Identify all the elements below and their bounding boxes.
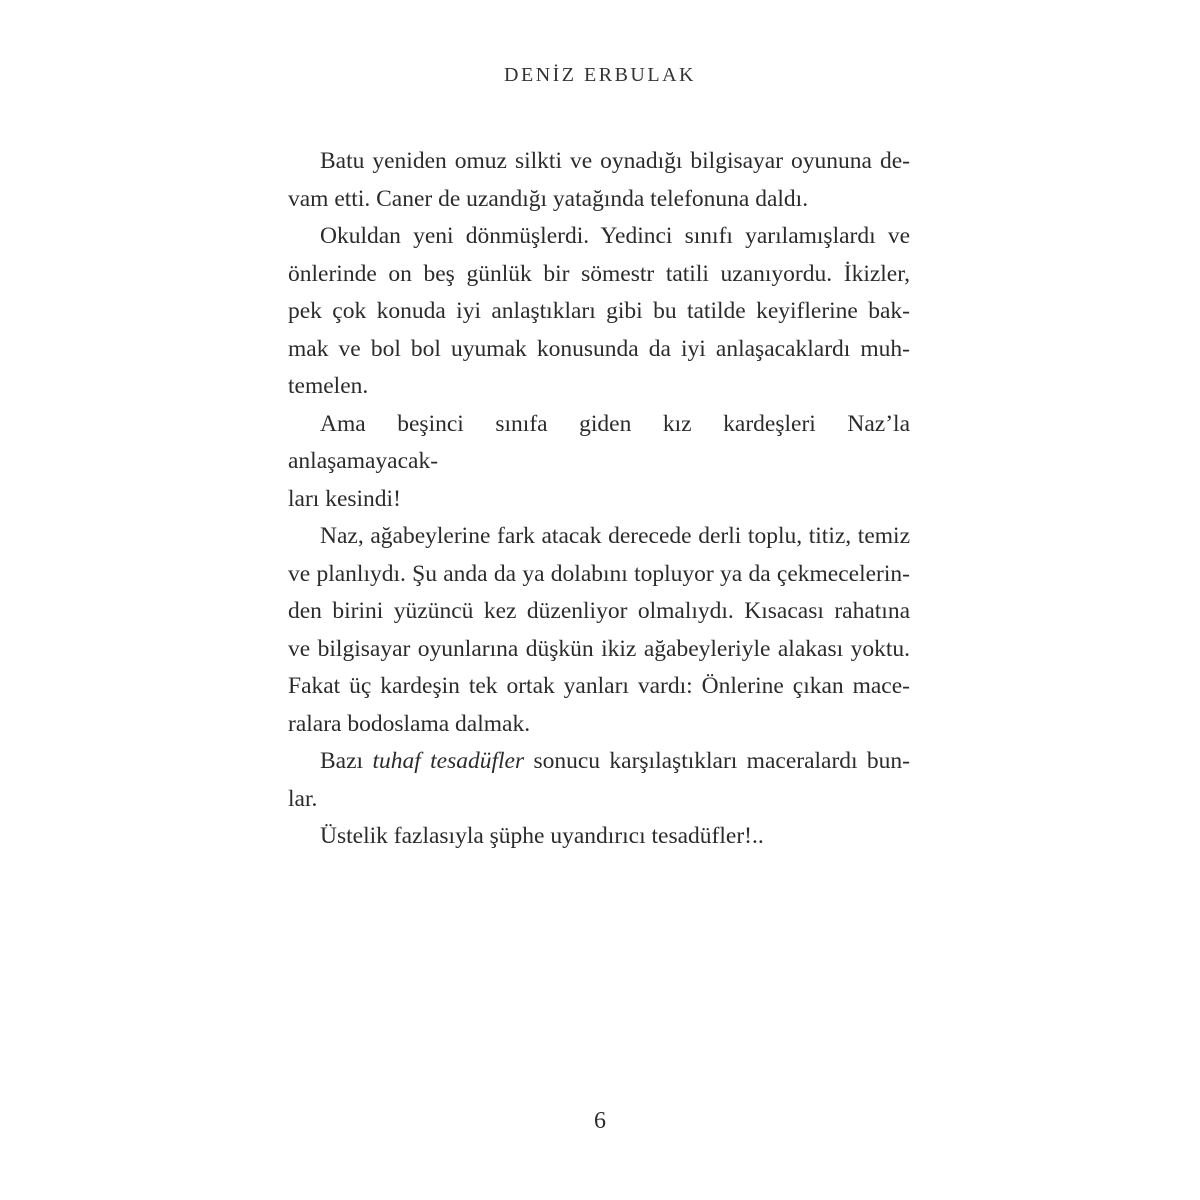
text-line: den birini yüzüncü kez düzenliyor olmalıydı. Kısacası rahatına [288,598,910,624]
text-line: ralara bodoslama dalmak. [288,710,531,737]
text-line: Okuldan yeni dönmüşlerdi. Yedinci sınıfı yarılamışlardı ve [320,223,910,249]
text-line: Batu yeniden omuz silkti ve oynadığı bilgisayar oyununa de- [320,148,910,174]
text-line: Bazı tuhaf tesadüfler sonucu karşılaştıkları maceralardı bun- [320,748,911,774]
text-line: lar. [288,785,318,812]
page-number: 6 [594,1108,606,1134]
text-line: ları kesindi! [288,485,401,512]
text-line: ve planlıydı. Şu anda da ya dolabını topluyor ya da çekmecelerin- [288,560,910,587]
text-line: vam etti. Caner de uzandığı yatağında telefonuna daldı. [288,185,809,212]
text-line: pek çok konuda iyi anlaştıkları gibi bu tatilde keyiflerine bak- [288,298,910,324]
text-line: Naz, ağabeylerine fark atacak derecede derli toplu, titiz, temiz [320,523,910,549]
text-line: ve bilgisayar oyunlarına düşkün ikiz ağabeyleriyle alakası yoktu. [288,635,910,662]
italic-phrase: tuhaf tesadüfler [372,748,525,774]
running-header-author: DENİZ ERBULAK [504,64,696,86]
text-line: Ama beşinci sınıfa giden kız kardeşleri Naz’la anlaşamayacak- [288,410,910,474]
text-line: Üstelik fazlasıyla şüphe uyandırıcı tesadüfler!.. [320,823,764,849]
text-line: mak ve bol bol uyumak konusunda da iyi anlaşacaklardı muh- [288,335,910,362]
text-line: önlerinde on beş günlük bir sömestr tatili uzanıyordu. İkizler, [288,260,910,287]
text-line: temelen. [288,373,369,399]
text-block [288,143,910,856]
text-line: Fakat üç kardeşin tek ortak yanları vardı: Önlerine çıkan mace- [288,673,910,699]
